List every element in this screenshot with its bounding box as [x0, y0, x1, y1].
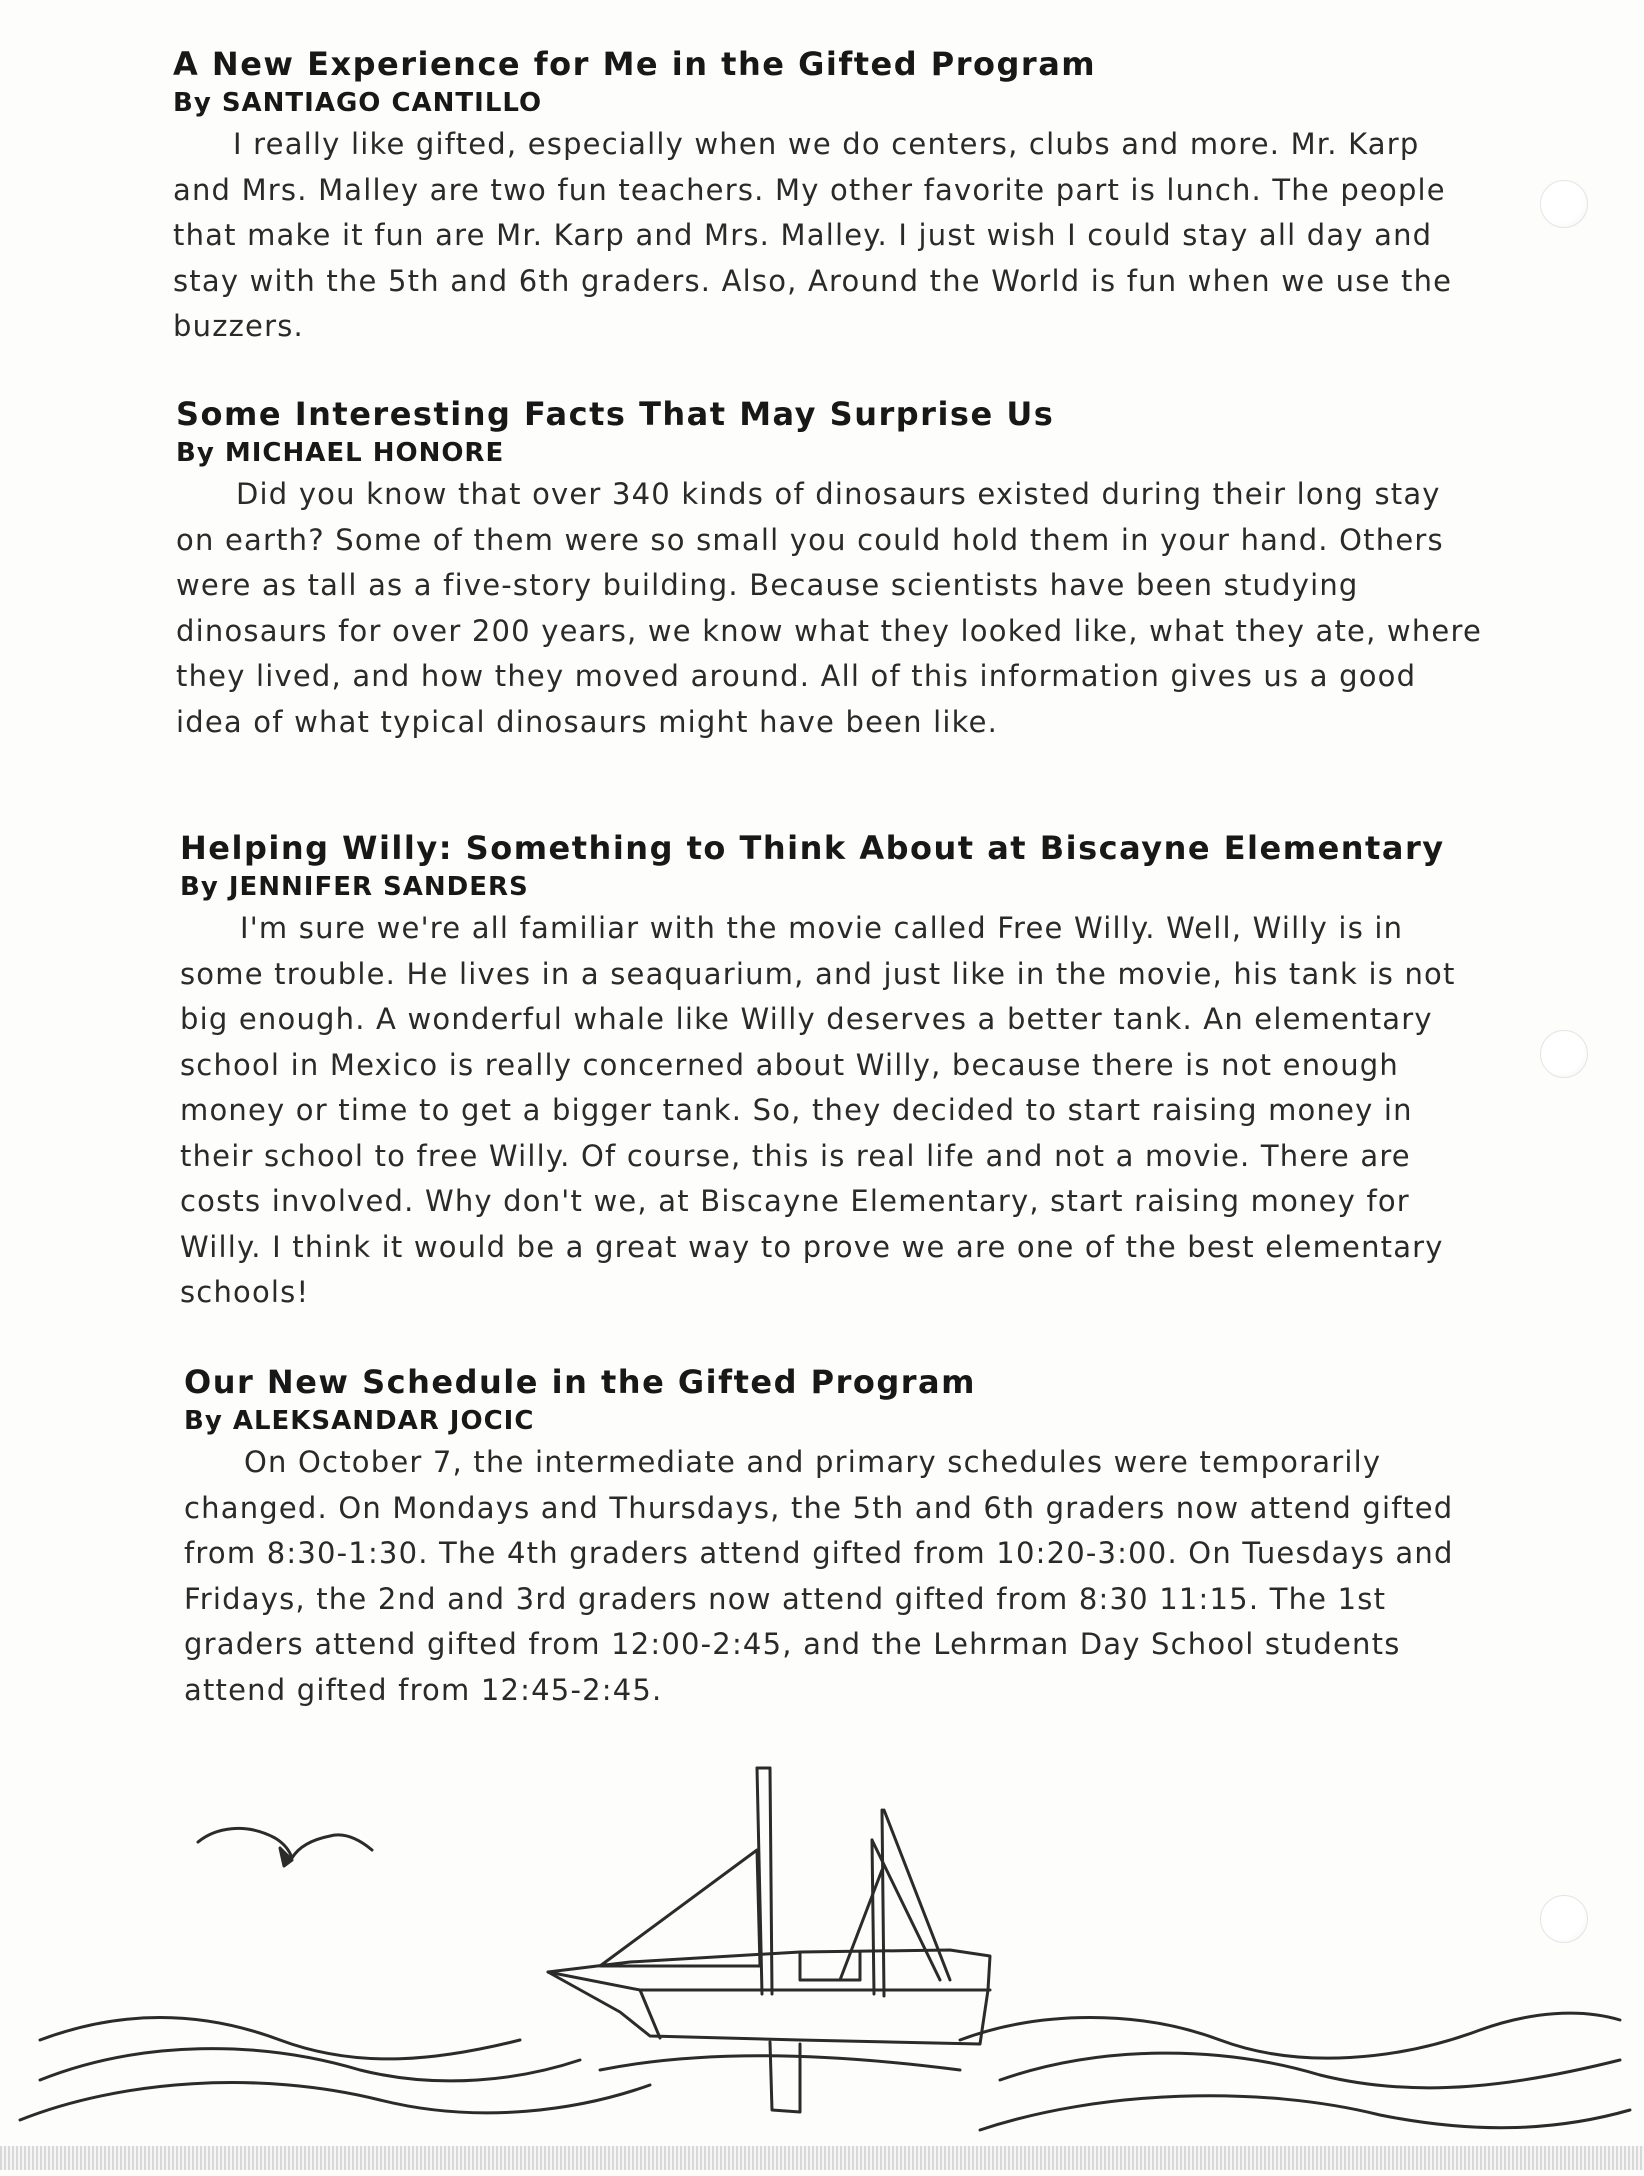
article-byline: By MICHAEL HONORE: [176, 438, 505, 468]
binder-hole: [1540, 180, 1588, 228]
article-title: Helping Willy: Something to Think About at Biscayne Elementary: [180, 829, 1445, 867]
binder-hole: [1540, 1030, 1588, 1078]
article-dinosaur-facts: [176, 394, 1486, 745]
article-body: I'm sure we're all familiar with the movie called Free Willy. Well, Willy is in some trouble. He lives in a seaquarium, and just like in the movie, his tank is not big enough. A wonderful whale like Willy deserves a better tank. An elementary school in Mexico is really concerned about Willy, because there is not enough money or time to get a bigger tank. So, they decided to start raising money in their school to free Willy. Of course, this is real life and not a movie. There are costs involved. Why don't we, at Biscayne Elementary, start raising money for Willy. I think it would be a great way to prove we are one of the best elementary schools!: [180, 911, 1456, 1309]
article-body: I really like gifted, especially when we do centers, clubs and more. Mr. Karp and Mrs. Malley are two fun teachers. My other favorite part is lunch. The people that make it fun are Mr. Karp and Mrs. Malley. I just wish I could stay all day and stay with the 5th and 6th graders. Also, Around the World is fun when we use the buzzers.: [173, 127, 1453, 343]
article-byline: By JENNIFER SANDERS: [180, 872, 529, 902]
article-title: Some Interesting Facts That May Surprise Us: [176, 395, 1055, 433]
boat-sail: [600, 1850, 760, 1966]
boat-hull: [548, 1950, 990, 2044]
scan-edge-strip: [0, 2146, 1644, 2170]
article-title: A New Experience for Me in the Gifted Program: [173, 45, 1097, 83]
article-body: Did you know that over 340 kinds of dinosaurs existed during their long stay on earth? Some of them were so small you could hold them in your hand. Others were as tall as a five-story building. Because scientists have been studying dinosaurs for over 200 years, we know what they looked like, what they ate, where they lived, and how they moved around. All of this information gives us a good idea of what typical dinosaurs might have been like.: [176, 477, 1482, 739]
article-byline: By ALEKSANDAR JOCIC: [184, 1406, 535, 1436]
boat-sketch-illustration: [0, 1740, 1644, 2176]
article-title: Our New Schedule in the Gifted Program: [184, 1363, 976, 1401]
article-body: On October 7, the intermediate and primary schedules were temporarily changed. On Mondays and Thursdays, the 5th and 6th graders now attend gifted from 8:30-1:30. The 4th graders attend gifted from 10:20-3:00. On Tuesdays and Fridays, the 2nd and 3rd graders now attend gifted from 8:30 11:15. The 1st graders attend gifted from 12:00-2:45, and the Lehrman Day School students attend gifted from 12:45-2:45.: [184, 1445, 1454, 1707]
article-gifted-experience: [173, 44, 1483, 350]
article-new-schedule: [184, 1362, 1494, 1713]
article-byline: By SANTIAGO CANTILLO: [173, 88, 543, 118]
article-helping-willy: [180, 828, 1490, 1316]
